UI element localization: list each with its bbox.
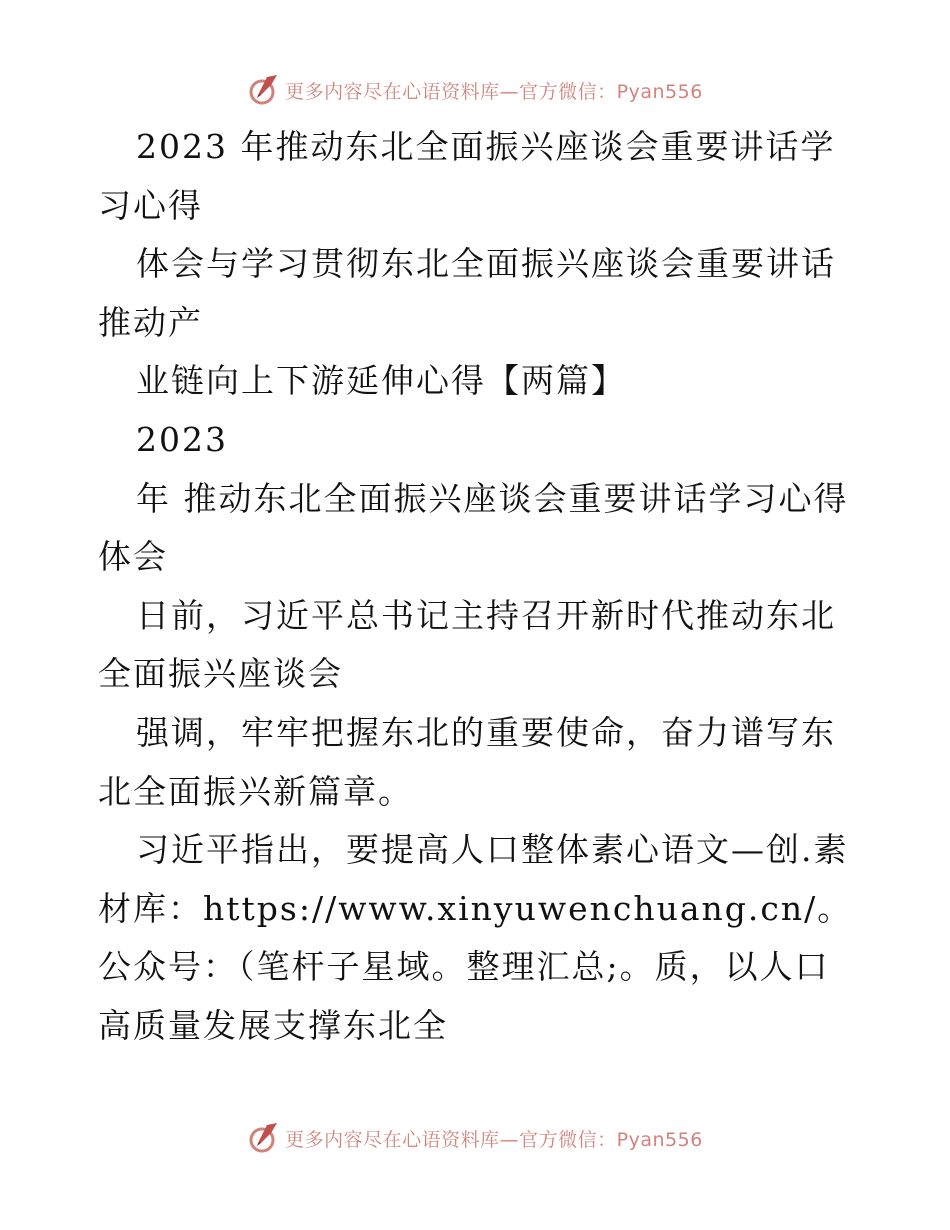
paragraph-subtitle: 年 推动东北全面振兴座谈会重要讲话学习心得体会	[98, 478, 849, 577]
pen-seal-logo-icon	[247, 73, 281, 107]
paragraph-body-2: 强调，牢牢把握东北的重要使命，奋力谱写东北全面振兴新篇章。	[98, 712, 836, 811]
paragraph-year: 2023	[136, 419, 228, 459]
footer-banner-text: 更多内容尽在心语资料库—官方微信：Pyan556	[285, 1128, 703, 1151]
paragraph-title-line-2: 体会与学习贯彻东北全面振兴座谈会重要讲话推动产	[98, 244, 836, 342]
footer-watermark-banner	[0, 1118, 950, 1158]
document-body	[98, 118, 858, 1056]
paragraph-body-3: 习近平指出，要提高人口整体素心语文—创.素材库：https://www.xinyuwenchuang.cn/。公众号：（笔杆子星域。整理汇总;。质，以人口高质量发展支撑东北全	[98, 830, 853, 1045]
paragraph-body-1: 日前，习近平总书记主持召开新时代推动东北全面振兴座谈会	[98, 595, 836, 694]
header-banner-text: 更多内容尽在心语资料库—官方微信：Pyan556	[285, 80, 703, 103]
paragraph-title-line-1: 2023 年推动东北全面振兴座谈会重要讲话学习心得	[98, 127, 836, 225]
pen-seal-logo-icon	[247, 1121, 281, 1155]
paragraph-title-line-3: 业链向上下游延伸心得【两篇】	[136, 361, 626, 401]
header-watermark-banner	[0, 70, 950, 110]
